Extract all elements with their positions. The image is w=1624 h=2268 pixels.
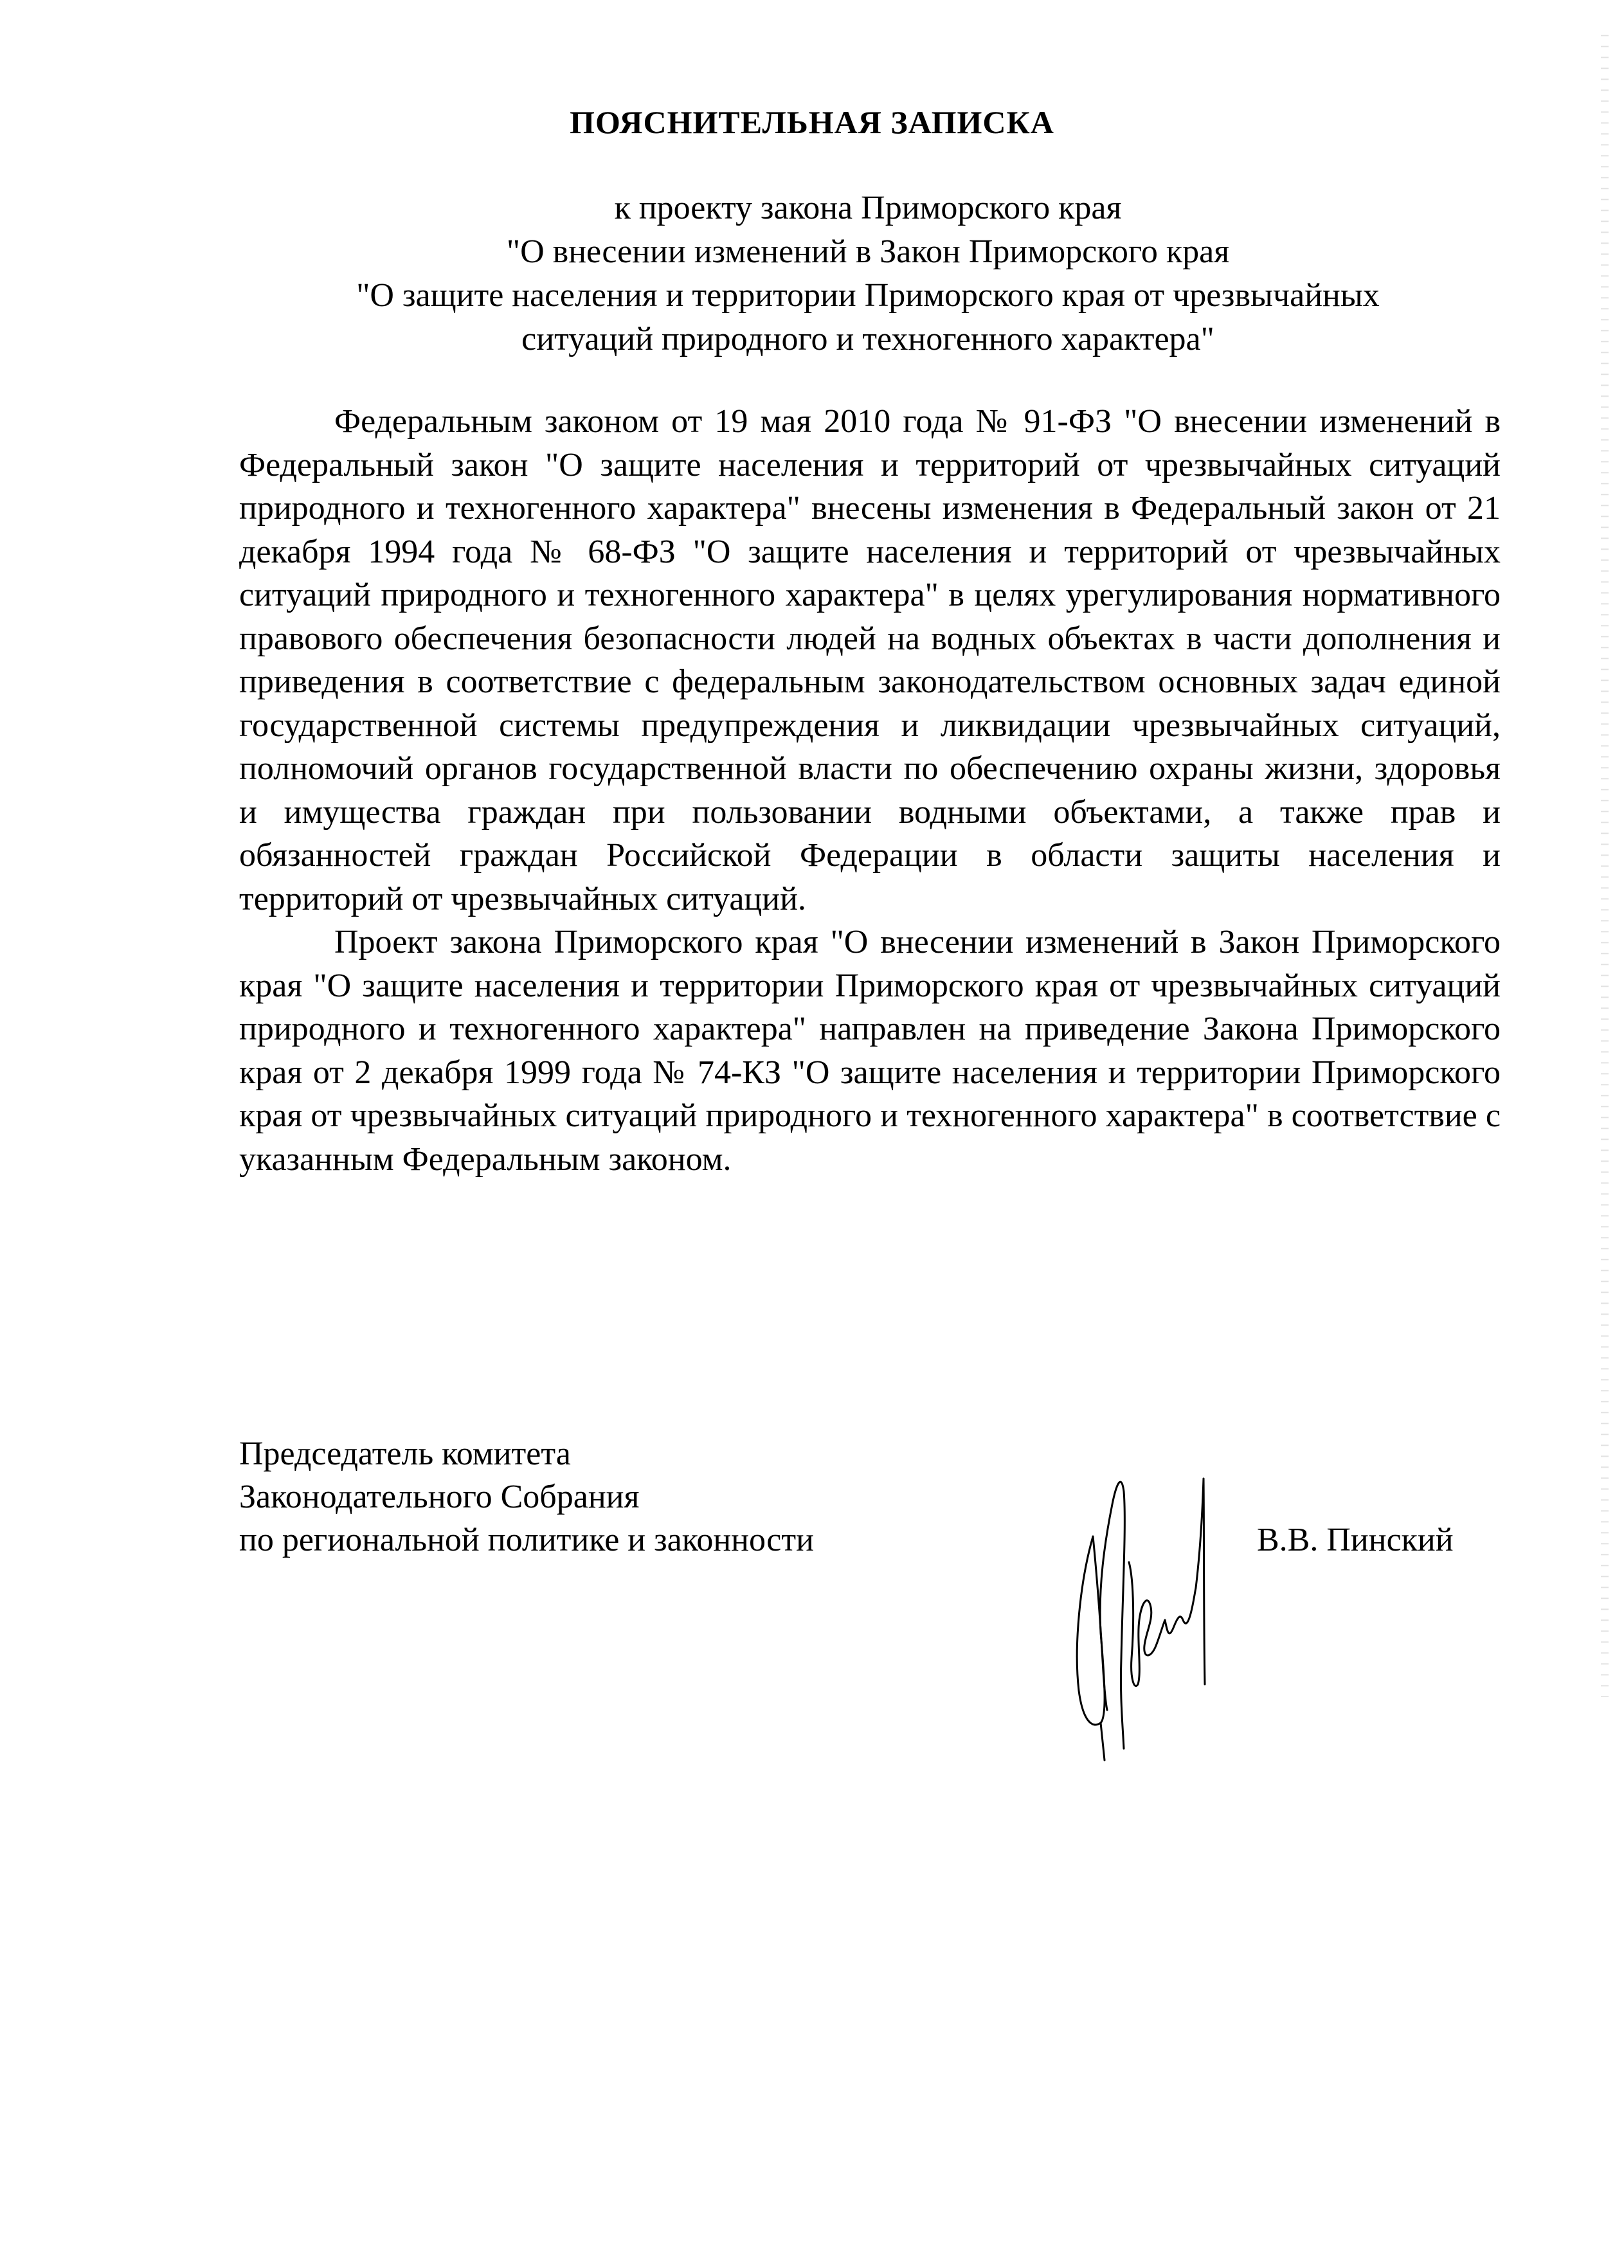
handwritten-signature-icon bbox=[1067, 1466, 1260, 1761]
signer-position-line: Законодательного Собрания bbox=[239, 1479, 640, 1515]
subtitle-line: "О внесении изменений в Закон Приморского края bbox=[506, 233, 1230, 270]
subtitle-line: к проекту закона Приморского края bbox=[614, 190, 1122, 226]
document-subtitle bbox=[193, 186, 1543, 361]
subtitle-line: ситуаций природного и техногенного характера" bbox=[521, 321, 1214, 357]
subtitle-line: "О защите населения и территории Приморского края от чрезвычайных bbox=[356, 277, 1380, 314]
body-paragraph: Федеральным законом от 19 мая 2010 года № 91-ФЗ "О внесении изменений в Федеральный закон "О защите населения и территорий от чрезвычайных ситуаций природного и техногенного характера" внесены изменения в Федеральный закон от 21 декабря 1994 года № 68-ФЗ "О защите населения и территорий от чрезвычайных ситуаций природного и техногенного характера" в целях урегулирования нормативного правового обеспечения безопасности людей на водных объектах в части дополнения и приведения в соответствие с федеральным законодательством основных задач единой государственной системы предупреждения и ликвидации чрезвычайных ситуаций, полномочий органов государственной власти по обеспечению охраны жизни, здоровья и имущества граждан при пользовании водными объектами, а также прав и обязанностей граждан Российской Федерации в области защиты населения и территорий от чрезвычайных ситуаций. bbox=[239, 403, 1501, 917]
signer-name: В.В. Пинский bbox=[1257, 1522, 1454, 1558]
signer-position-line: Председатель комитета bbox=[239, 1436, 571, 1472]
document-title: ПОЯСНИТЕЛЬНАЯ ЗАПИСКА bbox=[570, 104, 1054, 140]
document-body bbox=[239, 400, 1501, 1181]
signer-position-line: по региональной политике и законности bbox=[239, 1522, 814, 1558]
signer-position bbox=[239, 1432, 814, 1562]
body-paragraph: Проект закона Приморского края "О внесении изменений в Закон Приморского края "О защите населения и территории Приморского края от чрезвычайных ситуаций природного и техногенного характера" направлен на приведение Закона Приморского края от 2 декабря 1999 года № 74-КЗ "О защите населения и территории Приморского края от чрезвычайных ситуаций природного и техногенного характера" в соответствие с указанным Федеральным законом. bbox=[239, 924, 1501, 1178]
scan-edge-artifact bbox=[1601, 26, 1609, 1697]
